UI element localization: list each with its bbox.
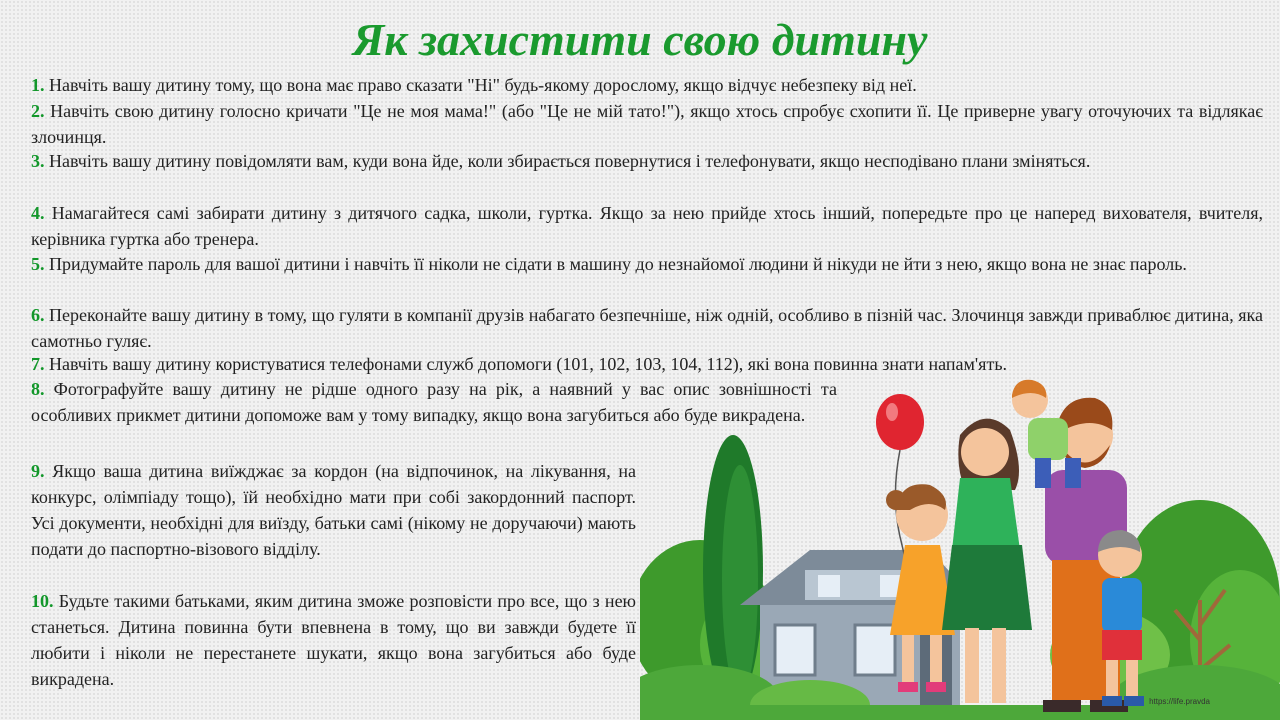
list-item — [31, 72, 1263, 98]
list-item — [31, 588, 636, 692]
item-number: 6. — [31, 305, 45, 325]
item-text: Придумайте пароль для вашої дитини і навчіть її ніколи не сідати в машину до незнайомої людини й нікуди не йти з нею, якщо вона не знає пароль. — [49, 254, 1187, 274]
item-number: 7. — [31, 354, 45, 374]
item-text: Якщо ваша дитина виїжджає за кордон (на відпочинок, на лікування, на конкурс, олімпіаду тощо), їй необхідно мати при собі закордонний паспорт. Усі документи, необхідні для виїзду, батьки самі (нікому не доручаючи) мають подати до паспортно-візового відділу. — [31, 461, 636, 559]
family-illustration — [640, 370, 1280, 720]
item-number: 2. — [31, 101, 45, 121]
list-item — [31, 458, 636, 562]
item-number: 8. — [31, 379, 45, 399]
list-item — [31, 302, 1263, 354]
item-text: Навчіть вашу дитину тому, що вона має право сказати "Ні" будь-якому дорослому, якщо відчує небезпеку від неї. — [49, 75, 917, 95]
item-text: Переконайте вашу дитину в тому, що гуляти в компанії друзів набагато безпечніше, ніж одній, особливо в пізній час. Злочинця завжди приваблює дитина, яка самотньо гуляє. — [31, 305, 1263, 351]
item-text: Фотографуйте вашу дитину не рідше одного разу на рік, а наявний у вас опис зовнішності та особливих прикмет дитини допоможе вам у тому випадку, якщо вона загубиться або буде викрадена. — [31, 379, 838, 425]
item-text: Навчіть вашу дитину користуватися телефонами служб допомоги (101, 102, 103, 104, 112), які вона повинна знати напам'ять. — [49, 354, 1008, 374]
item-text: Навчіть вашу дитину повідомляти вам, куди вона йде, коли збирається повернутися і телефонувати, якщо несподівано плани зміняться. — [49, 151, 1091, 171]
list-item — [31, 200, 1263, 252]
item-number: 9. — [31, 461, 45, 481]
page-title: Як захистити свою дитину — [352, 14, 928, 65]
item-number: 3. — [31, 151, 45, 171]
cypress-tree — [703, 435, 763, 705]
item-number: 1. — [31, 75, 45, 95]
item-text: Будьте такими батьками, яким дитина зможе розповісти про все, що з нею станеться. Дитина повинна бути впевнена в тому, що ви завжди будете її любити і ніколи не перестанете шукати, якщо вона загубиться або буде викрадена. — [31, 591, 637, 689]
item-text: Намагайтеся самі забирати дитину з дитячого садка, школи, гуртка. Якщо за нею прийде хтось інший, попередьте про це наперед вихователя, вчителя, керівника гуртка або тренера. — [31, 203, 1264, 249]
list-item — [31, 148, 1263, 174]
item-number: 10. — [31, 591, 54, 611]
item-number: 5. — [31, 254, 45, 274]
item-text: Навчіть свою дитину голосно кричати "Це не моя мама!" (або "Це не мій тато!"), якщо хтось спробує схопити її. Це приверне увагу оточуючих та відлякає злочинця. — [31, 101, 1263, 147]
image-credit: https://life.pravda — [1149, 697, 1210, 706]
list-item — [31, 98, 1263, 150]
list-item — [31, 251, 1263, 277]
item-number: 4. — [31, 203, 45, 223]
